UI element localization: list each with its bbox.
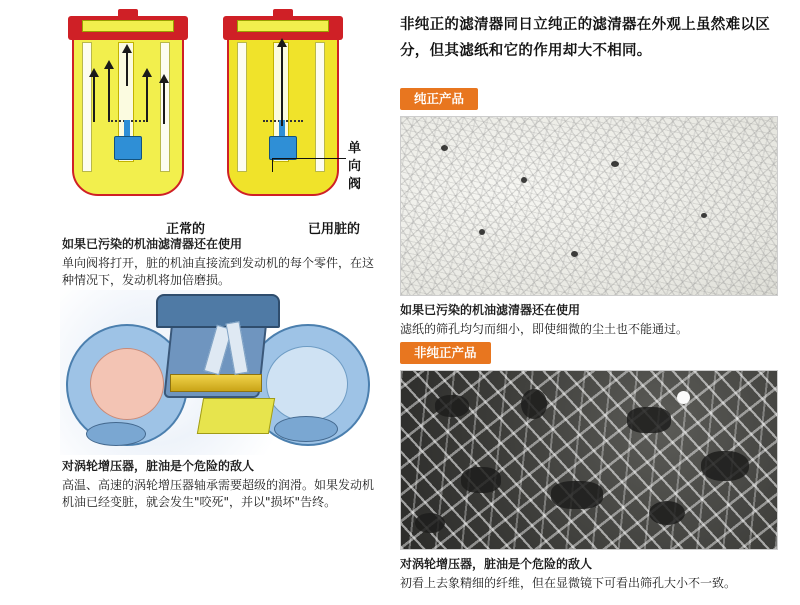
- compressor-wheel: [266, 346, 348, 422]
- large-pore: [627, 407, 671, 433]
- pore: [571, 251, 578, 257]
- label-dirty-filter: 已用脏的: [308, 222, 361, 237]
- note-turbocharger: [62, 458, 382, 511]
- valve-callout-label: 单向阀: [348, 141, 362, 192]
- caption-genuine-micrograph: [400, 302, 778, 338]
- caption-genuine-body: 滤纸的筛孔均匀而细小，即使细微的尘土也不能通过。: [400, 322, 689, 336]
- large-pore: [551, 481, 603, 509]
- turbine-wheel: [90, 348, 164, 420]
- flow-arrow-line: [108, 68, 110, 120]
- large-pore: [435, 395, 469, 417]
- note-dirty-filter-heading: 如果已污染的机油滤清器还在使用: [62, 237, 243, 251]
- valve-leader-drop: [272, 158, 273, 172]
- left-column: [0, 0, 392, 605]
- intro-paragraph: 非纯正的滤清器同日立纯正的滤清器在外观上虽然难以区分，但其滤纸和它的作用却大不相同。: [400, 17, 770, 59]
- flow-arrow-head: [159, 74, 169, 83]
- filter-cap-nub: [118, 9, 138, 17]
- caption-non-genuine-heading: 对涡轮增压器，脏油是个危险的敌人: [400, 557, 593, 571]
- pore: [611, 161, 619, 167]
- large-pore: [415, 513, 445, 533]
- large-pore: [649, 501, 685, 525]
- caption-genuine-heading: 如果已污染的机油滤清器还在使用: [400, 303, 581, 317]
- label-normal-filter: 正常的: [166, 222, 206, 237]
- micrograph-non-genuine-filter-paper: [400, 370, 778, 550]
- turbocharger-illustration: [60, 290, 380, 455]
- oil-filter-cutaway-diagram: [58, 8, 388, 237]
- filter-dirty-illustration: [223, 16, 343, 201]
- filter-paper-right: [315, 42, 325, 172]
- flow-arrow-line: [93, 76, 95, 122]
- note-turbocharger-body: 高温、高速的涡轮增压器轴承需要超级的润滑。如果发动机机油已经变脏，就会发生"咬死"，并以"损坏"告终。: [62, 478, 375, 509]
- large-pore: [521, 389, 547, 419]
- filter-paper-left: [237, 42, 247, 172]
- turbo-upper-casing: [156, 294, 280, 328]
- note-turbocharger-heading: 对涡轮增压器，脏油是个危险的敌人: [62, 459, 255, 473]
- turbo-shaft: [170, 374, 262, 392]
- filter-paper-left: [82, 42, 92, 172]
- badge-non-genuine-product: 非纯正产品: [400, 342, 491, 364]
- flow-arrow-head: [89, 68, 99, 77]
- turbo-port-right: [274, 416, 338, 442]
- flow-arrow-line: [146, 76, 148, 122]
- filter-cap-nub: [273, 9, 293, 17]
- caption-non-genuine-body: 初看上去象精细的纤维，但在显微镜下可看出筛孔大小不一致。: [400, 576, 737, 590]
- pore: [701, 213, 707, 218]
- flow-arrow-head: [142, 68, 152, 77]
- right-column: [396, 0, 800, 605]
- turbo-port-left: [86, 422, 146, 446]
- caption-non-genuine-micrograph: [400, 556, 778, 592]
- pore: [441, 145, 448, 151]
- flow-arrow-head: [122, 44, 132, 53]
- filter-cap: [223, 16, 343, 40]
- turbo-backplate: [197, 398, 275, 434]
- filter-cap: [68, 16, 188, 40]
- filter-paper-right: [160, 42, 170, 172]
- check-valve: [114, 136, 142, 160]
- pore: [479, 229, 485, 235]
- large-pore: [701, 451, 749, 481]
- filter-normal-illustration: [68, 16, 188, 201]
- note-dirty-filter-body: 单向阀将打开，脏的机油直接流到发动机的每个零件，在这种情况下，发动机将加倍磨损。: [62, 256, 375, 287]
- flow-arrow-line: [126, 52, 128, 86]
- bright-speck: [677, 391, 690, 404]
- bypass-arrow-head: [277, 38, 287, 47]
- note-dirty-filter: [62, 236, 382, 289]
- pore: [521, 177, 527, 183]
- filter-cap-inner: [237, 20, 329, 32]
- valve-leader-line: [272, 158, 346, 159]
- flow-arrow-head: [104, 60, 114, 69]
- filter-cap-inner: [82, 20, 174, 32]
- micrograph-genuine-filter-paper: [400, 116, 778, 296]
- flow-arrow-line: [163, 82, 165, 124]
- badge-genuine-product: 纯正产品: [400, 88, 478, 110]
- check-valve-open: [269, 136, 297, 160]
- large-pore: [461, 467, 501, 493]
- bypass-arrow-line: [281, 46, 283, 126]
